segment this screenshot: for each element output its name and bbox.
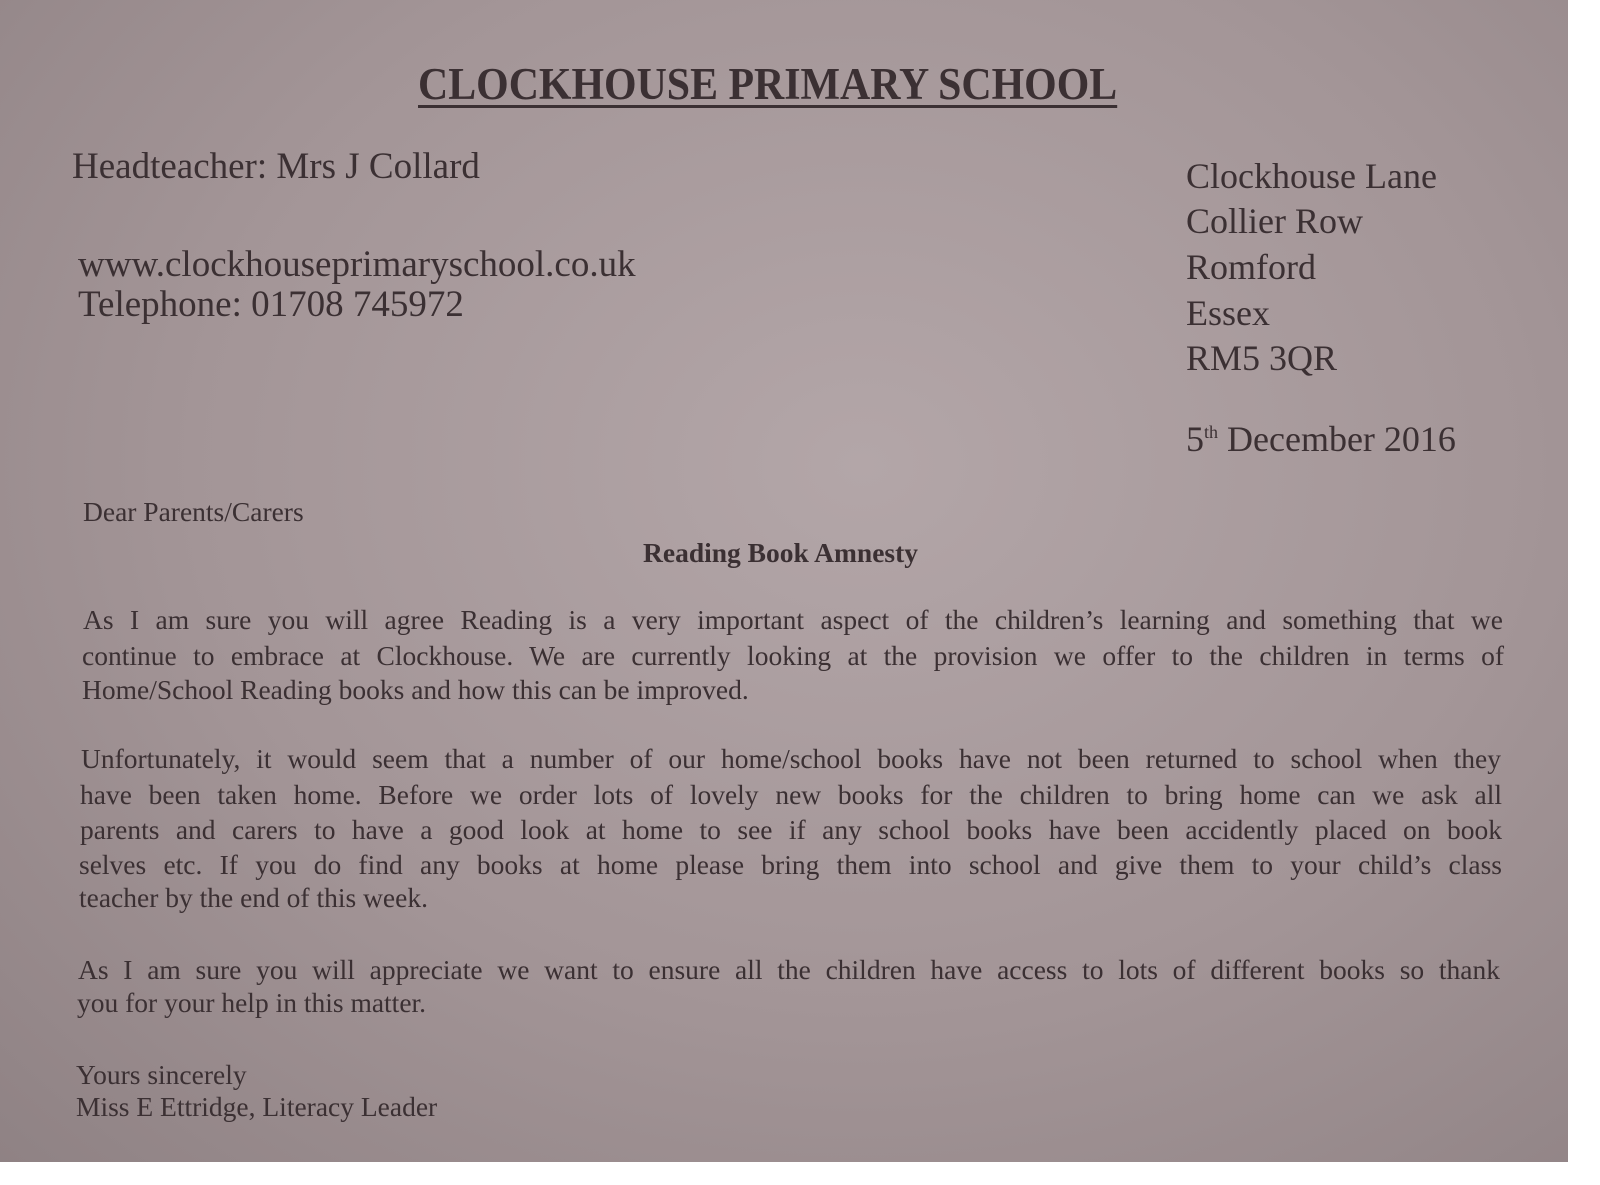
school-name-heading: CLOCKHOUSE PRIMARY SCHOOL bbox=[418, 59, 1118, 109]
letter-subject: Reading Book Amnesty bbox=[643, 537, 919, 568]
address-line: Essex bbox=[1186, 293, 1270, 333]
letter-date bbox=[1186, 418, 1456, 460]
address-line: Romford bbox=[1186, 247, 1316, 287]
closing: Yours sincerely bbox=[76, 1059, 247, 1090]
salutation: Dear Parents/Carers bbox=[83, 496, 304, 527]
date-rest: December 2016 bbox=[1218, 419, 1456, 459]
paragraph-line: have been taken home. Before we order lots of lovely new books for the children to bring home can we ask all bbox=[80, 779, 1502, 810]
paragraph-line: parents and carers to have a good look at home to see if any school books have been accidently placed on book bbox=[80, 814, 1502, 845]
address-line: Clockhouse Lane bbox=[1186, 156, 1437, 196]
signatory: Miss E Ettridge, Literacy Leader bbox=[76, 1091, 438, 1122]
date-day: 5 bbox=[1186, 419, 1204, 459]
paragraph-line: Unfortunately, it would seem that a number of our home/school books have not been returned to school when they bbox=[81, 743, 1501, 774]
paragraph-line: As I am sure you will agree Reading is a very important aspect of the children’s learning and something that we bbox=[83, 604, 1503, 635]
date-suffix: th bbox=[1204, 422, 1219, 442]
headteacher: Headteacher: Mrs J Collard bbox=[72, 146, 480, 187]
paragraph-line: teacher by the end of this week. bbox=[79, 882, 428, 913]
paragraph-line: Home/School Reading books and how this can be improved. bbox=[82, 674, 749, 705]
website-link: www.clockhouseprimaryschool.co.uk bbox=[78, 244, 636, 285]
paragraph-line: selves etc. If you do find any books at home please bring them into school and give them to your child’s class bbox=[79, 849, 1502, 880]
address-line: Collier Row bbox=[1186, 201, 1363, 241]
paragraph-line: continue to embrace at Clockhouse. We are currently looking at the provision we offer to the children in terms of bbox=[82, 640, 1504, 671]
address-line: RM5 3QR bbox=[1186, 338, 1338, 378]
paragraph-line: As I am sure you will appreciate we want to ensure all the children have access to lots of different books so thank bbox=[78, 954, 1500, 985]
paragraph-line: you for your help in this matter. bbox=[77, 987, 427, 1018]
telephone: Telephone: 01708 745972 bbox=[78, 284, 464, 325]
